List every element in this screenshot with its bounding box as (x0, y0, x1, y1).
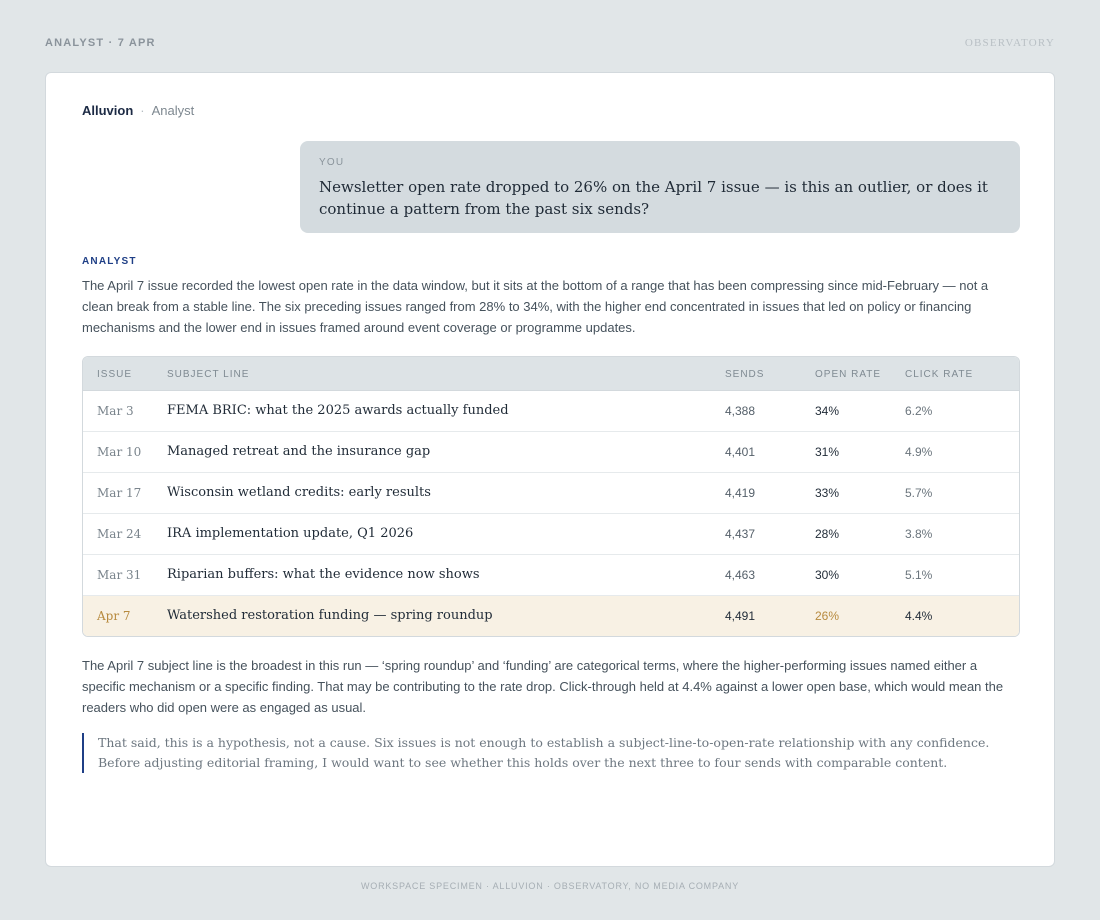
issue-date: Apr 7 (97, 609, 131, 623)
sends-value: 4,463 (725, 568, 756, 582)
sends-value: 4,419 (725, 486, 756, 500)
issue-date: Mar 17 (97, 486, 142, 500)
table-row (83, 432, 1019, 473)
issue-date: Mar 31 (97, 568, 142, 582)
open-rate-value: 31% (815, 445, 840, 459)
user-message (300, 141, 1020, 233)
click-rate-value: 5.7% (905, 486, 933, 500)
click-rate-value: 4.4% (905, 609, 933, 623)
breadcrumb-separator: · (140, 103, 145, 118)
subject-line: IRA implementation update, Q1 2026 (167, 526, 414, 541)
issues-table (82, 356, 1020, 637)
open-rate-value: 26% (815, 609, 840, 623)
issue-date: Mar 10 (97, 445, 142, 459)
table-row (83, 514, 1019, 555)
session-label: ANALYST · 7 APR (45, 37, 156, 49)
subject-line: Wisconsin wetland credits: early results (167, 485, 431, 500)
workspace-label: OBSERVATORY (964, 37, 1055, 49)
top-bar (45, 37, 1055, 53)
table-row (83, 391, 1019, 432)
click-rate-value: 3.8% (905, 527, 933, 541)
issue-date: Mar 24 (97, 527, 142, 541)
click-rate-value: 4.9% (905, 445, 933, 459)
sends-value: 4,437 (725, 527, 756, 541)
header-open-rate: OPEN RATE (815, 369, 882, 380)
footer-note: WORKSPACE SPECIMEN · ALLUVION · OBSERVATORY, NO MEDIA COMPANY (360, 881, 740, 891)
table-row (83, 555, 1019, 596)
open-rate-value: 30% (815, 568, 840, 582)
table-row (83, 473, 1019, 514)
breadcrumb (82, 103, 194, 118)
header-subject: SUBJECT LINE (167, 369, 250, 380)
header-click-rate: CLICK RATE (905, 369, 974, 380)
subject-line: Riparian buffers: what the evidence now shows (167, 567, 480, 582)
subject-line: Watershed restoration funding — spring roundup (167, 608, 493, 623)
open-rate-value: 33% (815, 486, 840, 500)
subject-line: Managed retreat and the insurance gap (167, 444, 431, 459)
analyst-label: ANALYST (82, 256, 137, 267)
brand-name[interactable]: Alluvion (82, 103, 134, 118)
conversation-card (45, 72, 1055, 867)
header-issue: ISSUE (97, 369, 133, 380)
table-header (83, 357, 1019, 391)
analyst-paragraph: The April 7 subject line is the broadest in this run — ‘spring roundup’ and ‘funding’ are categorical terms, where the higher-performing issues named either a specific mechanism or a specific finding. That may be contributing to the rate drop. Click-through held at 4.4% against a lower open base, which would mean the readers who did open were as engaged as usual. (82, 658, 1004, 715)
issue-date: Mar 3 (97, 404, 134, 418)
open-rate-value: 28% (815, 527, 840, 541)
table-row-highlighted (83, 596, 1019, 637)
subject-line: FEMA BRIC: what the 2025 awards actually funded (167, 403, 509, 418)
sends-value: 4,388 (725, 404, 756, 418)
open-rate-value: 34% (815, 404, 840, 418)
caveat-blockquote: That said, this is a hypothesis, not a cause. Six issues is not enough to establish a subject-line-to-open-rate relationship with any confidence. Before adjusting editorial framing, I would want to see whether this holds over the next three to four sends with comparable content. (82, 733, 1022, 773)
user-message-text: Newsletter open rate dropped to 26% on the April 7 issue — is this an outlier, or does it continue a pattern from the past six sends? (319, 178, 988, 218)
analyst-paragraph: The April 7 issue recorded the lowest open rate in the data window, but it sits at the bottom of a range that has been compressing since mid-February — not a clean break from a stable line. The six preceding issues ranged from 28% to 34%, with the higher end concentrated in issues that led on policy or financing mechanisms and the lower end in issues framed around event coverage or programme updates. (82, 278, 989, 335)
header-sends: SENDS (725, 369, 765, 380)
sends-value: 4,401 (725, 445, 756, 459)
sends-value: 4,491 (725, 609, 756, 623)
user-message-label: YOU (319, 157, 345, 168)
click-rate-value: 5.1% (905, 568, 933, 582)
assistant-role: Analyst (151, 103, 195, 118)
click-rate-value: 6.2% (905, 404, 933, 418)
